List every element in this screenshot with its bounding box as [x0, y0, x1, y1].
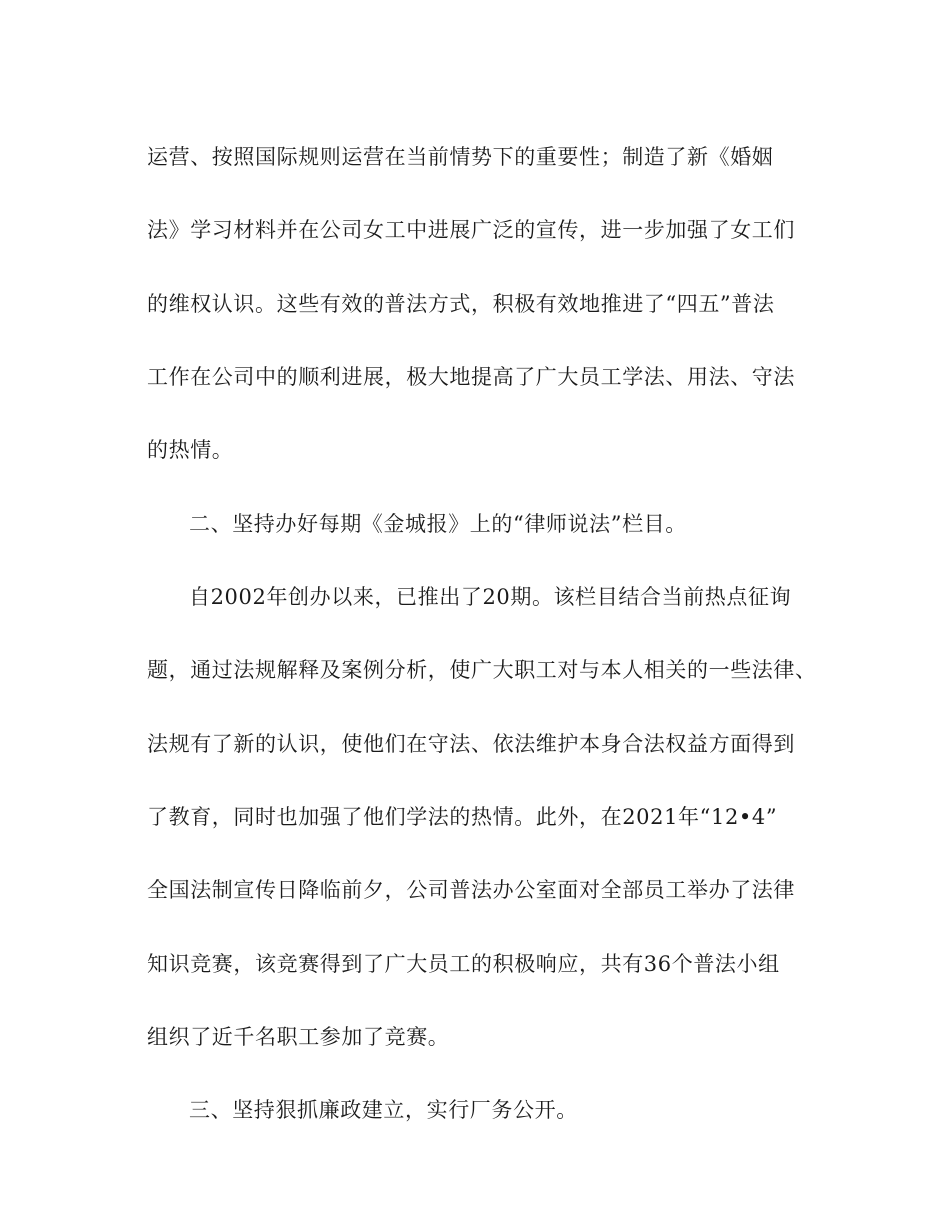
text-line: 的热情。 [147, 438, 234, 462]
text-line: 法》学习材料并在公司女工中进展广泛的宣传，进一步加强了女工们 [147, 218, 795, 242]
paragraph-start-line: 自2002年创办以来，已推出了20期。该栏目结合当前热点征询 [189, 585, 792, 609]
text-line: 全国法制宣传日降临前夕，公司普法办公室面对全部员工举办了法律 [147, 878, 795, 902]
text-line: 知识竞赛，该竞赛得到了广大员工的积极响应，共有36个普法小组 [147, 952, 780, 976]
text-line: 法规有了新的认识，使他们在守法、依法维护本身合法权益方面得到 [147, 732, 795, 756]
text-line: 了教育，同时也加强了他们学法的热情。此外，在2021年“12•4” [147, 805, 778, 829]
text-line: 运营、按照国际规则运营在当前情势下的重要性；制造了新《婚姻 [147, 145, 774, 169]
section-heading: 三、坚持狠抓廉政建立，实行厂务公开。 [189, 1098, 578, 1122]
text-line: 的维权认识。这些有效的普法方式，积极有效地推进了“四五”普法 [147, 292, 775, 316]
text-line: 题，通过法规解释及案例分析，使广大职工对与本人相关的一些法律、 [147, 658, 817, 682]
section-heading: 二、坚持办好每期《金城报》上的“律师说法”栏目。 [189, 512, 687, 536]
text-line: 工作在公司中的顺利进展，极大地提高了广大员工学法、用法、守法 [147, 365, 795, 389]
text-line: 组织了近千名职工参加了竞赛。 [147, 1025, 450, 1049]
